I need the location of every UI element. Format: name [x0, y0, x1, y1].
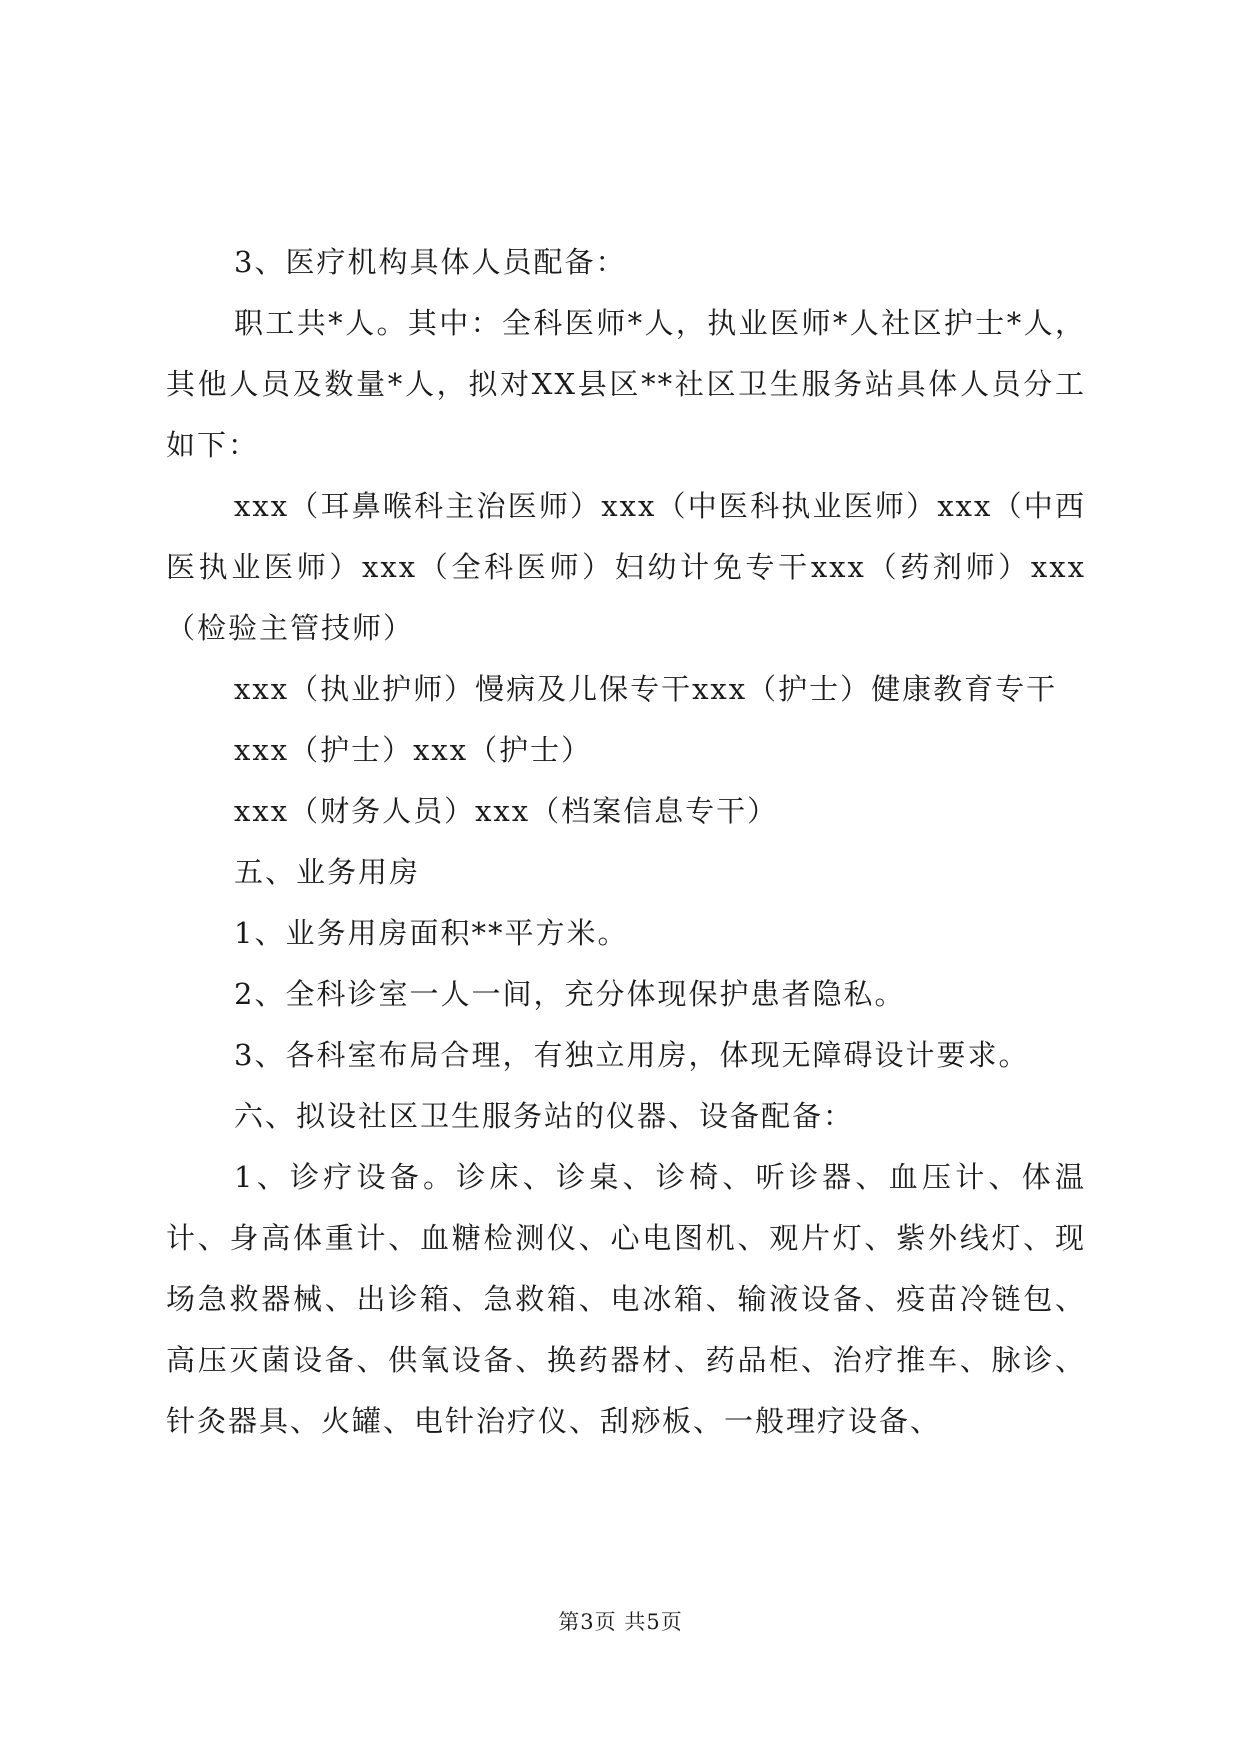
paragraph-equipment-list: 1、诊疗设备。诊床、诊桌、诊椅、听诊器、血压计、体温计、身高体重计、血糖检测仪、心电图机、观片灯、紫外线灯、现场急救器械、出诊箱、急救箱、电冰箱、输液设备、疫苗冷链包、高压灭菌设备、供氧设备、换药器材、药品柜、治疗推车、脉诊、针灸器具、火罐、电针治疗仪、刮痧板、一般理疗设备、 [166, 1160, 1086, 1438]
paragraph-staff-list-2: xxx（执业护师）慢病及儿保专干xxx（护士）健康教育专干 [234, 672, 1058, 706]
paragraph-staff-list-3: xxx（护士）xxx（护士） [234, 733, 593, 767]
document-body [166, 232, 1086, 1452]
paragraph-staff-list-1: xxx（耳鼻喉科主治医师）xxx（中医科执业医师）xxx（中西医执业医师）xxx（全科医师）妇幼计免专干xxx（药剂师）xxx（检验主管技师） [166, 489, 1086, 645]
paragraph-room-layout: 3、各科室布局合理，有独立用房，体现无障碍设计要求。 [234, 1038, 1030, 1072]
section-heading-equipment: 六、拟设社区卫生服务站的仪器、设备配备： [234, 1099, 855, 1133]
paragraph-staffing-heading: 3、医疗机构具体人员配备： [234, 245, 627, 279]
paragraph-staff-list-4: xxx（财务人员）xxx（档案信息专干） [234, 794, 779, 828]
page-number-footer: 第3页 共5页 [558, 1610, 683, 1634]
paragraph-consult-rooms: 2、全科诊室一人一间，充分体现保护患者隐私。 [234, 977, 906, 1011]
paragraph-staff-count: 职工共*人。其中：全科医师*人，执业医师*人社区护士*人，其他人员及数量*人，拟对XX县区**社区卫生服务站具体人员分工如下： [166, 306, 1086, 462]
paragraph-room-area: 1、业务用房面积**平方米。 [234, 916, 629, 950]
section-heading-business-rooms: 五、业务用房 [234, 855, 421, 889]
